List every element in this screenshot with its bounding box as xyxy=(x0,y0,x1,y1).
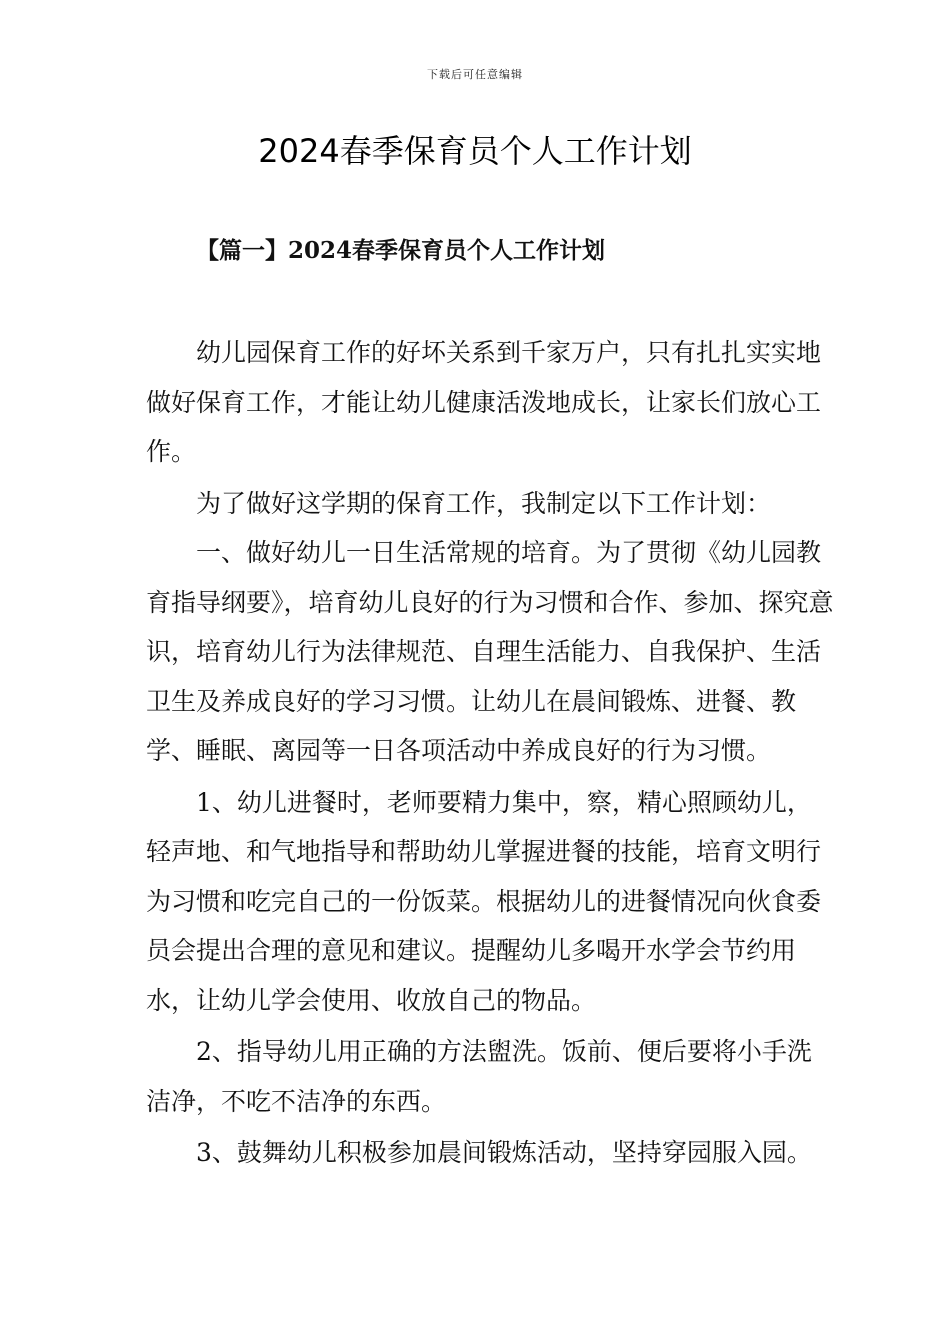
paragraph-item-one: 一、做好幼儿一日生活常规的培育。为了贯彻《幼儿园教育指导纲要》，培育幼儿良好的行为习惯和合作、参加、探究意识，培育幼儿行为法律规范、自理生活能力、自我保护、生活卫生及养成良好的学习习惯。让幼儿在晨间锻炼、进餐、教学、睡眠、离园等一日各项活动中养成良好的行为习惯。 xyxy=(146,538,834,765)
paragraph-point-2: 2、指导幼儿用正确的方法盥洗。饭前、便后要将小手洗洁净，不吃不洁净的东西。 xyxy=(146,1037,812,1116)
header-note: 下载后可任意编辑 xyxy=(427,68,523,81)
body-text xyxy=(146,328,836,1178)
paragraph-point-3: 3、鼓舞幼儿积极参加晨间锻炼活动，坚持穿园服入园。 xyxy=(196,1138,812,1167)
paragraph-plan: 为了做好这学期的保育工作，我制定以下工作计划： xyxy=(196,488,772,518)
paragraph-intro: 幼儿园保育工作的好坏关系到千家万户，只有扎扎实实地做好保育工作，才能让幼儿健康活泼地成长，让家长们放心工作。 xyxy=(146,338,822,466)
paragraph-point-1: 1、幼儿进餐时，老师要精力集中，察，精心照顾幼儿，轻声地、和气地指导和帮助幼儿掌握进餐的技能，培育文明行为习惯和吃完自己的一份饭菜。根据幼儿的进餐情况向伙食委员会提出合理的意见和建议。提醒幼儿多喝开水学会节约用水，让幼儿学会使用、收放自己的物品。 xyxy=(146,787,822,1015)
section-heading: 【篇一】2024春季保育员个人工作计划 xyxy=(196,237,606,264)
document-title: 2024春季保育员个人工作计划 xyxy=(258,132,692,170)
